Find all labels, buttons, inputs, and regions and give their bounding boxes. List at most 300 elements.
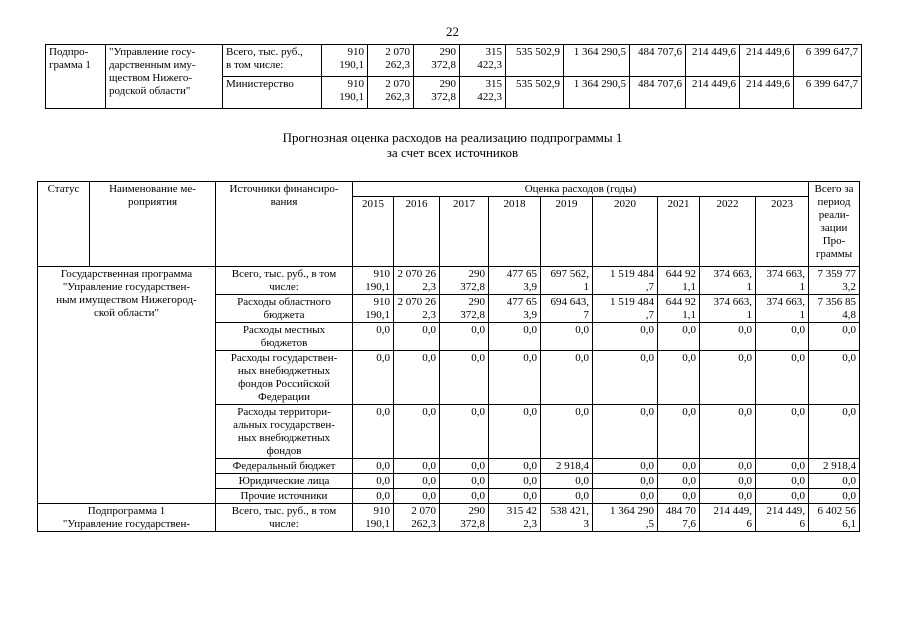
source-cell — [216, 323, 353, 351]
source-line: Федеральный бюджет — [232, 460, 336, 472]
value-line: 0,0 — [842, 406, 856, 418]
value-line: 3,9 — [523, 281, 537, 293]
value-line: 0,0 — [791, 475, 805, 487]
value-cell — [394, 489, 440, 504]
source-line: Расходы государствен- — [230, 352, 338, 364]
source-cell — [223, 77, 322, 109]
value-cell — [740, 45, 794, 77]
value-line: 0,0 — [575, 352, 589, 364]
value-cell — [593, 459, 658, 474]
header-name — [90, 182, 216, 267]
value-line: 1 — [799, 281, 805, 293]
value-cell — [440, 405, 489, 459]
value-line: 6,1 — [842, 518, 856, 530]
header-sources-line: вания — [270, 196, 298, 208]
value-line: 0,0 — [422, 460, 436, 472]
header-name-line: роприятия — [127, 196, 178, 208]
value-line: 0,0 — [738, 324, 752, 336]
source-line: в том числе: — [226, 59, 284, 71]
value-cell — [368, 45, 414, 77]
value-line: 910 — [373, 296, 390, 308]
table-row — [46, 45, 862, 77]
value-line: 190,1 — [365, 518, 390, 530]
value-line: 0,0 — [575, 406, 589, 418]
value-cell — [322, 77, 368, 109]
value-line: 644 92 — [665, 268, 696, 280]
value-line: 0,0 — [842, 324, 856, 336]
value-cell — [658, 323, 700, 351]
source-line: Юридические лица — [238, 475, 330, 487]
source-line: Прочие источники — [240, 490, 328, 502]
value-cell — [353, 489, 394, 504]
value-line: 2 070 — [411, 505, 436, 517]
value-line: 0,0 — [791, 406, 805, 418]
value-cell — [489, 474, 541, 489]
value-line: 484 707,6 — [638, 46, 682, 58]
value-cell — [353, 323, 394, 351]
value-cell — [700, 295, 756, 323]
value-cell — [593, 474, 658, 489]
value-cell — [593, 504, 658, 532]
value-cell — [593, 405, 658, 459]
value-line: 0,0 — [738, 490, 752, 502]
value-cell — [489, 405, 541, 459]
value-cell — [440, 267, 489, 295]
value-line: 1 519 484 — [610, 268, 654, 280]
value-cell — [541, 267, 593, 295]
value-cell — [700, 474, 756, 489]
source-cell — [216, 459, 353, 474]
value-cell — [658, 267, 700, 295]
subprogram-name-line: "Управление государствен- — [62, 518, 191, 530]
value-cell — [593, 489, 658, 504]
value-line: 0,0 — [842, 352, 856, 364]
value-line: 2 918,4 — [823, 460, 856, 472]
value-cell — [756, 323, 809, 351]
source-line: Всего, тыс. руб., в том — [231, 268, 337, 280]
value-line: 0,0 — [738, 352, 752, 364]
value-line: 374 663, — [713, 296, 752, 308]
value-cell — [541, 459, 593, 474]
value-line: 484 707,6 — [638, 78, 682, 90]
value-line: 7 — [583, 309, 589, 321]
status-cell — [38, 267, 216, 504]
header-total-line: период — [817, 196, 851, 208]
value-cell — [353, 405, 394, 459]
value-line: 214 449, — [766, 505, 805, 517]
value-line: 374 663, — [766, 268, 805, 280]
value-cell — [809, 323, 860, 351]
value-line: 1,1 — [682, 281, 696, 293]
value-cell — [489, 295, 541, 323]
value-line: 910 — [373, 268, 390, 280]
source-line: Всего, тыс. руб., в том — [231, 505, 337, 517]
header-total-line: зации — [820, 222, 848, 234]
program-name-line: "Управление государствен- — [62, 281, 191, 293]
source-cell — [216, 351, 353, 405]
source-line: Расходы местных — [242, 324, 326, 336]
value-cell — [541, 504, 593, 532]
value-line: 1 364 290,5 — [573, 78, 626, 90]
value-cell — [489, 459, 541, 474]
value-cell — [756, 351, 809, 405]
header-year: 2022 — [700, 197, 756, 267]
page-number: 22 — [446, 24, 459, 39]
source-line: альных государствен- — [233, 419, 335, 431]
value-cell — [686, 77, 740, 109]
value-line: 2,3 — [523, 518, 537, 530]
value-line: 0,0 — [471, 460, 485, 472]
value-cell — [658, 474, 700, 489]
subprogram-name-line: Подпрограмма 1 — [87, 505, 166, 517]
header-estimate: Оценка расходов (годы) — [353, 182, 809, 197]
value-cell — [394, 267, 440, 295]
value-line: 538 421, — [550, 505, 589, 517]
value-line: 315 — [485, 46, 502, 58]
value-line: 0,0 — [682, 324, 696, 336]
value-line: 7 356 85 — [817, 296, 856, 308]
value-line: 0,0 — [422, 406, 436, 418]
value-cell — [394, 323, 440, 351]
value-cell — [794, 77, 862, 109]
header-year: 2023 — [756, 197, 809, 267]
value-line: 0,0 — [682, 475, 696, 487]
value-line: 0,0 — [682, 406, 696, 418]
value-cell — [809, 351, 860, 405]
value-cell — [489, 323, 541, 351]
source-line: ных внебюджетных — [237, 365, 331, 377]
value-line: 0,0 — [422, 352, 436, 364]
value-line: ,5 — [645, 518, 654, 530]
value-cell — [658, 295, 700, 323]
value-line: 0,0 — [471, 475, 485, 487]
value-cell — [756, 405, 809, 459]
value-cell — [809, 295, 860, 323]
source-line: числе: — [269, 281, 299, 293]
value-cell — [809, 489, 860, 504]
value-line: 0,0 — [376, 460, 390, 472]
value-line: 0,0 — [640, 324, 654, 336]
value-cell — [394, 405, 440, 459]
value-cell — [541, 351, 593, 405]
value-cell — [756, 489, 809, 504]
value-line: 0,0 — [640, 406, 654, 418]
value-line: 290 — [439, 46, 456, 58]
source-line: фондов — [266, 445, 302, 457]
value-line: 0,0 — [523, 460, 537, 472]
value-line: 422,3 — [477, 59, 502, 71]
value-line: 0,0 — [376, 352, 390, 364]
header-sources-line: Источники финансиро- — [229, 183, 339, 195]
source-line: Всего, тыс. руб., — [226, 46, 303, 58]
value-line: 290 — [468, 296, 485, 308]
header-status: Статус — [38, 182, 90, 267]
value-line: 0,0 — [575, 490, 589, 502]
value-line: 0,0 — [575, 475, 589, 487]
value-line: 0,0 — [523, 352, 537, 364]
source-cell — [216, 405, 353, 459]
value-cell — [756, 295, 809, 323]
value-cell — [440, 504, 489, 532]
value-line: 1 — [746, 281, 752, 293]
header-total-line: граммы — [815, 248, 853, 260]
value-line: 0,0 — [575, 324, 589, 336]
value-cell — [630, 45, 686, 77]
value-line: 2 070 26 — [397, 268, 436, 280]
value-cell — [658, 351, 700, 405]
value-line: 0,0 — [640, 490, 654, 502]
program-name-line: Государственная программа — [60, 268, 193, 280]
value-line: 0,0 — [791, 324, 805, 336]
value-cell — [440, 323, 489, 351]
subprogram-summary-table — [45, 44, 862, 109]
value-cell — [564, 77, 630, 109]
value-cell — [414, 77, 460, 109]
value-cell — [700, 489, 756, 504]
header-year: 2017 — [440, 197, 489, 267]
value-line: ,7 — [645, 309, 654, 321]
value-cell — [394, 295, 440, 323]
value-cell — [794, 45, 862, 77]
value-cell — [658, 405, 700, 459]
value-line: 644 92 — [665, 296, 696, 308]
value-cell — [440, 489, 489, 504]
value-line: 1 364 290,5 — [573, 46, 626, 58]
value-line: 0,0 — [376, 475, 390, 487]
value-cell — [440, 295, 489, 323]
value-cell — [809, 459, 860, 474]
value-line: 1,1 — [682, 309, 696, 321]
value-line: 0,0 — [523, 406, 537, 418]
value-line: 315 — [485, 78, 502, 90]
header-total-line: реали- — [818, 209, 850, 221]
value-cell — [506, 77, 564, 109]
value-line: 0,0 — [640, 352, 654, 364]
value-cell — [756, 504, 809, 532]
value-line: 697 562, — [550, 268, 589, 280]
value-line: 0,0 — [640, 475, 654, 487]
value-cell — [700, 267, 756, 295]
value-cell — [541, 323, 593, 351]
value-line: 0,0 — [738, 406, 752, 418]
value-line: 214 449, — [713, 505, 752, 517]
value-cell — [593, 267, 658, 295]
value-line: 290 — [468, 505, 485, 517]
value-cell — [740, 77, 794, 109]
table-row — [38, 504, 860, 532]
expense-forecast-table — [37, 181, 860, 532]
value-line: 262,3 — [411, 518, 436, 530]
value-line: 374 663, — [713, 268, 752, 280]
status-line: Подпро- — [49, 46, 89, 58]
name-line: родской области" — [109, 85, 191, 97]
program-name-line: ской области" — [93, 307, 160, 319]
source-line: Расходы областного — [237, 296, 331, 308]
value-cell — [686, 45, 740, 77]
value-line: 484 70 — [665, 505, 696, 517]
status-cell — [46, 45, 106, 109]
value-cell — [489, 267, 541, 295]
value-cell — [700, 351, 756, 405]
value-line: 7 359 77 — [817, 268, 856, 280]
value-cell — [322, 45, 368, 77]
value-cell — [541, 489, 593, 504]
value-line: 0,0 — [471, 352, 485, 364]
header-year: 2019 — [541, 197, 593, 267]
value-line: 2,3 — [422, 281, 436, 293]
value-line: 0,0 — [682, 460, 696, 472]
header-year: 2016 — [394, 197, 440, 267]
value-line: 372,8 — [431, 59, 456, 71]
value-line: 290 — [468, 268, 485, 280]
value-line: 214 449,6 — [692, 46, 736, 58]
value-cell — [394, 351, 440, 405]
value-cell — [489, 489, 541, 504]
value-cell — [756, 459, 809, 474]
value-cell — [700, 405, 756, 459]
heading-line-1: Прогнозная оценка расходов на реализацию подпрограммы 1 — [282, 130, 623, 145]
value-cell — [658, 489, 700, 504]
value-cell — [353, 295, 394, 323]
value-line: 0,0 — [471, 324, 485, 336]
source-line: фондов Российской — [238, 378, 330, 390]
value-line: 477 65 — [506, 296, 537, 308]
header-total-line: Про- — [822, 235, 846, 247]
value-cell — [489, 351, 541, 405]
status-line: грамма 1 — [49, 59, 91, 71]
value-line: 3,2 — [842, 281, 856, 293]
value-line: 214 449,6 — [692, 78, 736, 90]
value-cell — [541, 295, 593, 323]
header-total — [809, 182, 860, 267]
value-cell — [440, 459, 489, 474]
value-cell — [460, 45, 506, 77]
value-cell — [394, 474, 440, 489]
value-line: 0,0 — [640, 460, 654, 472]
source-line: числе: — [269, 518, 299, 530]
value-line: 694 643, — [550, 296, 589, 308]
value-line: 315 42 — [506, 505, 537, 517]
value-cell — [630, 77, 686, 109]
value-line: 910 — [347, 78, 364, 90]
value-line: 1 — [746, 309, 752, 321]
value-line: 214 449,6 — [746, 78, 790, 90]
value-line: 0,0 — [738, 460, 752, 472]
value-cell — [353, 459, 394, 474]
header-total-line: Всего за — [814, 183, 854, 195]
value-line: 1 364 290 — [610, 505, 654, 517]
value-line: 0,0 — [791, 490, 805, 502]
value-line: 535 502,9 — [516, 78, 560, 90]
value-line: 4,8 — [842, 309, 856, 321]
source-cell — [216, 295, 353, 323]
value-line: 3 — [583, 518, 589, 530]
value-line: 372,8 — [460, 309, 485, 321]
value-line: 0,0 — [682, 490, 696, 502]
value-line: 262,3 — [385, 91, 410, 103]
value-cell — [353, 267, 394, 295]
value-cell — [564, 45, 630, 77]
value-cell — [353, 504, 394, 532]
header-year: 2020 — [593, 197, 658, 267]
header-row — [38, 182, 860, 197]
value-line: 1 — [583, 281, 589, 293]
value-cell — [440, 474, 489, 489]
source-cell — [223, 45, 322, 77]
value-line: 0,0 — [376, 406, 390, 418]
value-line: 2 918,4 — [556, 460, 589, 472]
source-line: бюджетов — [260, 337, 308, 349]
name-line: "Управление госу- — [109, 46, 196, 58]
value-line: 6 399 647,7 — [805, 46, 858, 58]
value-cell — [700, 323, 756, 351]
value-line: 0,0 — [422, 324, 436, 336]
status-cell — [38, 504, 216, 532]
value-line: 910 — [373, 505, 390, 517]
value-cell — [809, 504, 860, 532]
value-line: 910 — [347, 46, 364, 58]
value-line: 1 519 484 — [610, 296, 654, 308]
value-line: 3,9 — [523, 309, 537, 321]
value-cell — [353, 474, 394, 489]
value-line: 477 65 — [506, 268, 537, 280]
value-cell — [756, 474, 809, 489]
value-line: 2 070 — [385, 78, 410, 90]
value-line: 190,1 — [339, 59, 364, 71]
value-line: 2 070 — [385, 46, 410, 58]
value-cell — [700, 504, 756, 532]
value-line: 214 449,6 — [746, 46, 790, 58]
name-line: ществом Нижего- — [109, 72, 193, 84]
value-line: 0,0 — [376, 324, 390, 336]
value-cell — [353, 351, 394, 405]
value-cell — [593, 323, 658, 351]
heading-line-2: за счет всех источников — [386, 145, 519, 160]
value-line: 0,0 — [842, 475, 856, 487]
value-cell — [506, 45, 564, 77]
value-line: 535 502,9 — [516, 46, 560, 58]
value-line: 0,0 — [422, 475, 436, 487]
value-cell — [414, 45, 460, 77]
value-cell — [809, 474, 860, 489]
value-line: 372,8 — [460, 281, 485, 293]
source-line: Расходы территори- — [237, 406, 331, 418]
value-cell — [809, 405, 860, 459]
source-line: бюджета — [263, 309, 305, 321]
header-year: 2021 — [658, 197, 700, 267]
header-name-line: Наименование ме- — [109, 183, 196, 195]
value-line: 1 — [799, 309, 805, 321]
source-cell — [216, 489, 353, 504]
value-line: 0,0 — [471, 490, 485, 502]
value-line: 374 663, — [766, 296, 805, 308]
value-cell — [809, 267, 860, 295]
header-year: 2015 — [353, 197, 394, 267]
source-cell — [216, 474, 353, 489]
value-cell — [700, 459, 756, 474]
value-cell — [541, 405, 593, 459]
value-cell — [593, 295, 658, 323]
value-line: 6 399 647,7 — [805, 78, 858, 90]
value-cell — [368, 77, 414, 109]
value-line: ,7 — [645, 281, 654, 293]
value-line: 6 — [746, 518, 752, 530]
value-cell — [440, 351, 489, 405]
value-line: 0,0 — [791, 460, 805, 472]
source-line: ных внебюджетных — [237, 432, 331, 444]
header-year: 2018 — [489, 197, 541, 267]
value-cell — [460, 77, 506, 109]
